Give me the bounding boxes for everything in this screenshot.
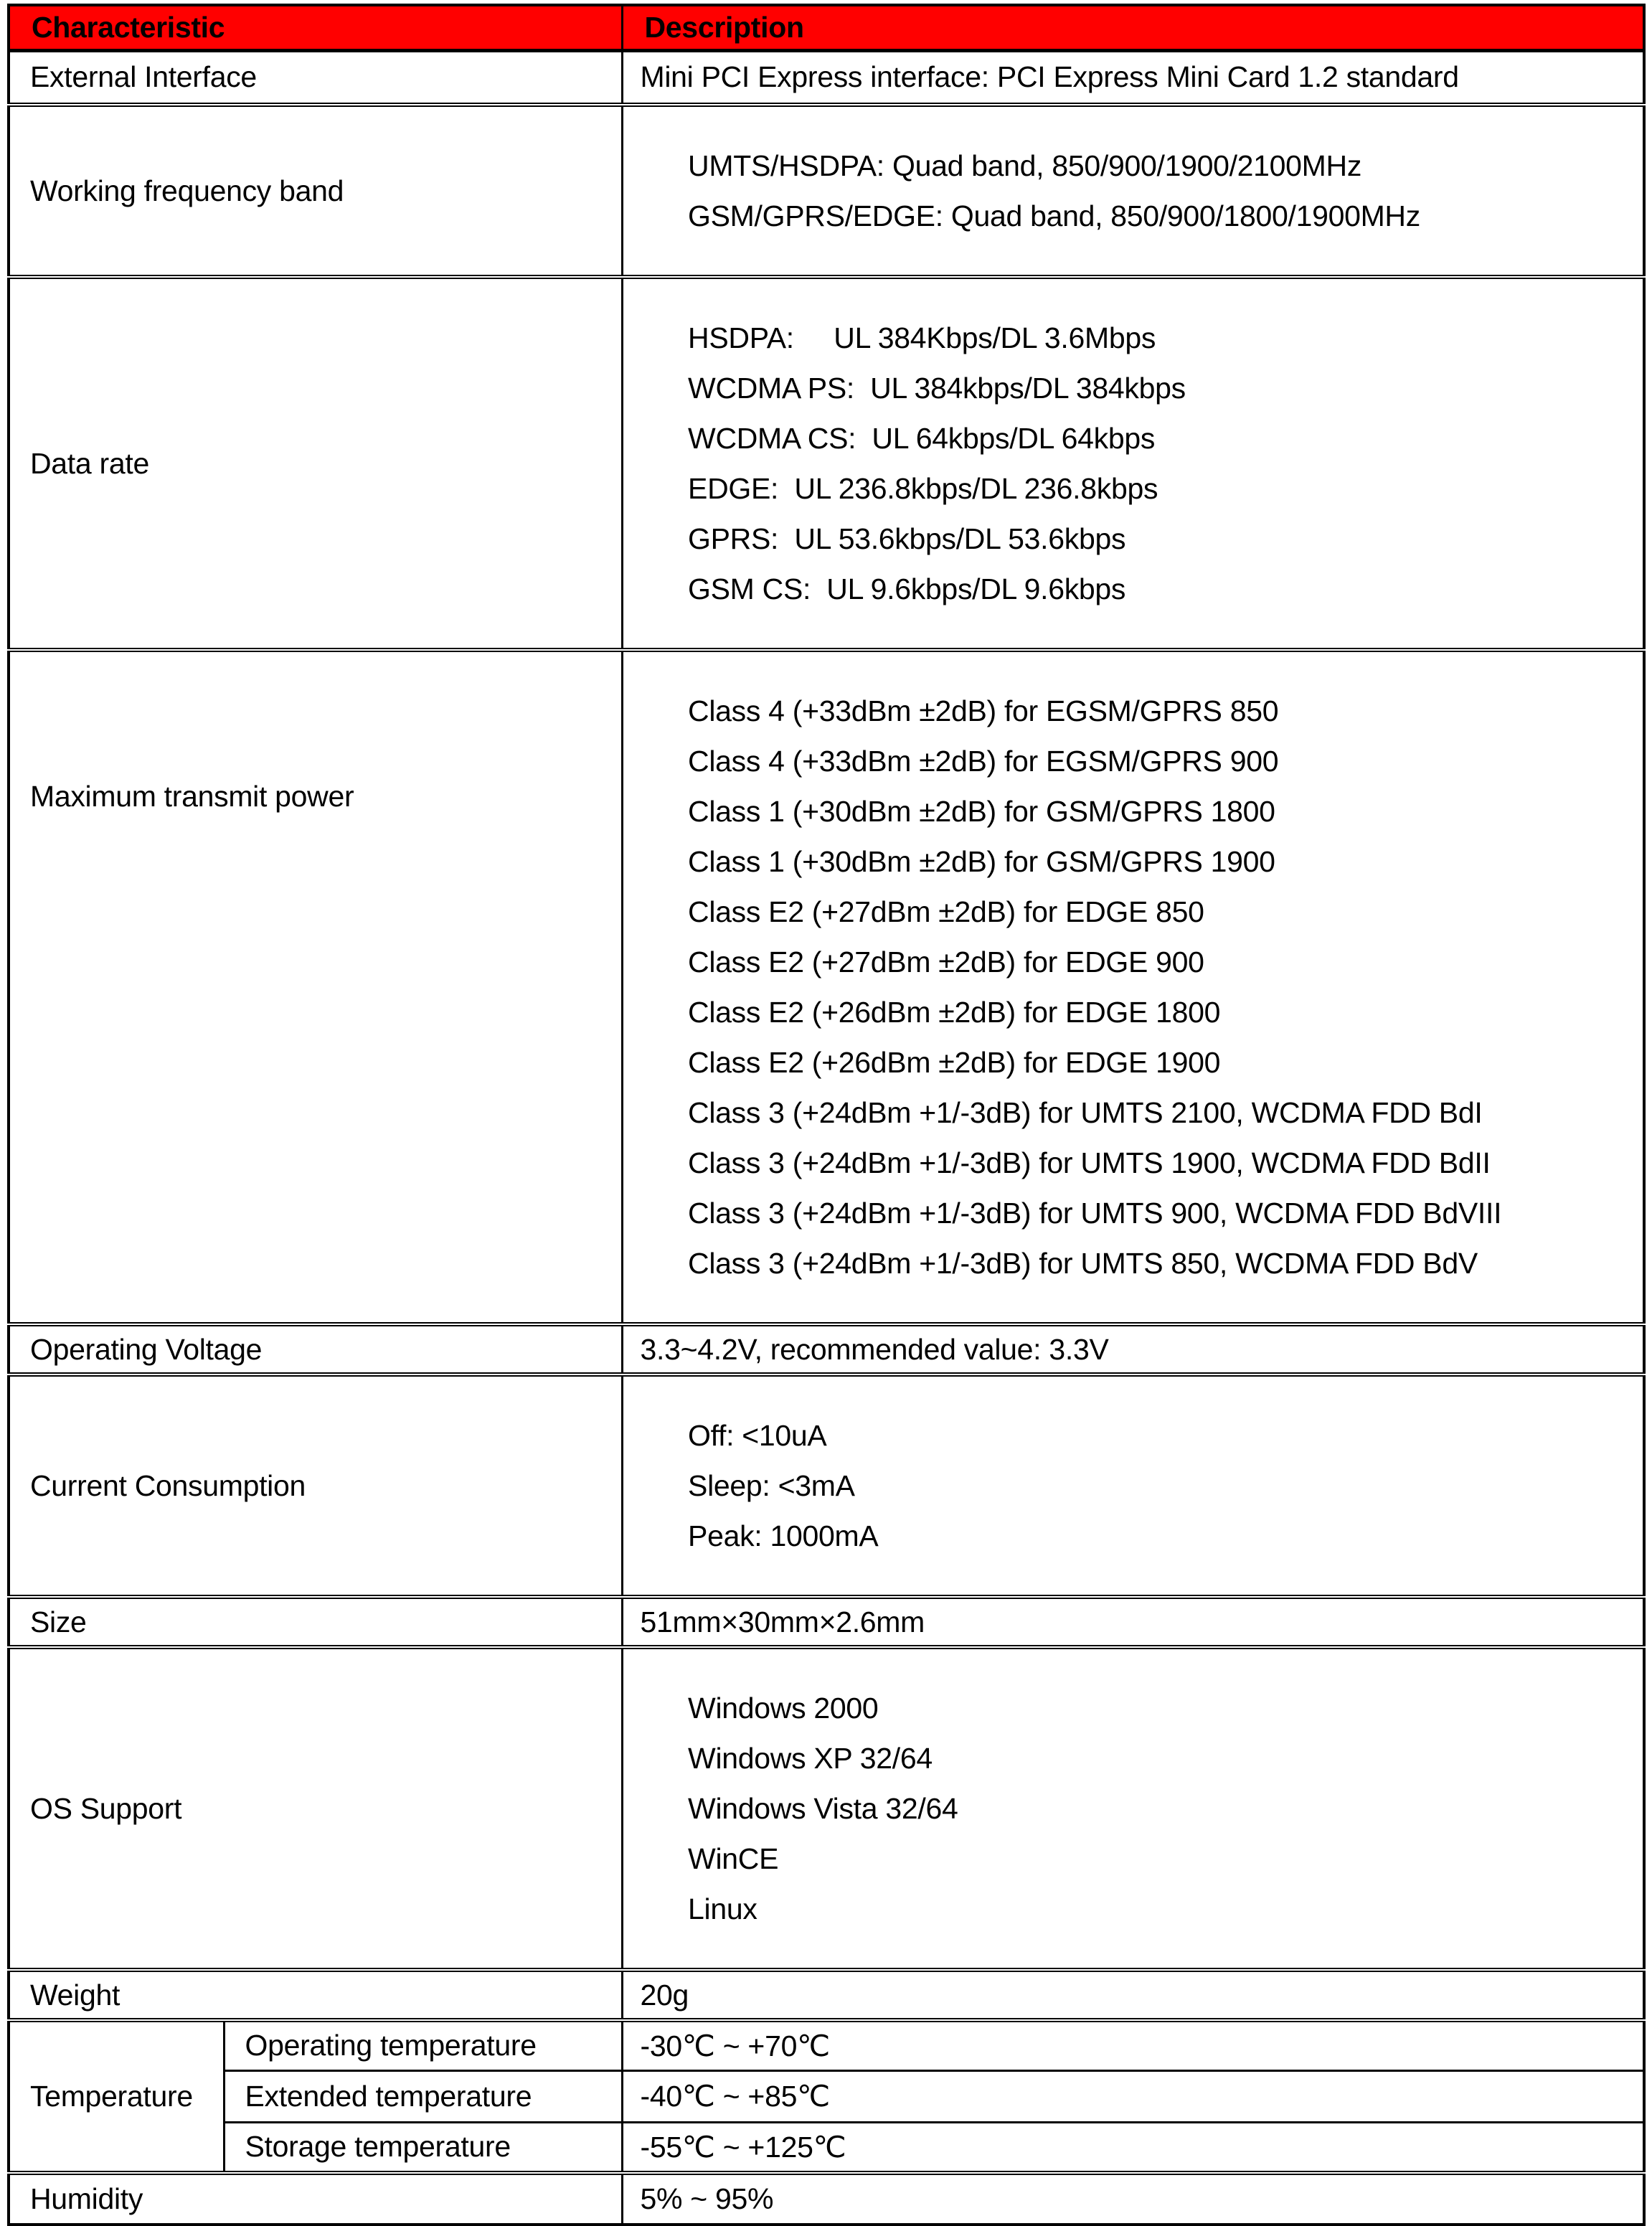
header-characteristic: Characteristic: [9, 5, 622, 50]
row-desc-working-frequency-band: [622, 105, 1644, 277]
table-row: [9, 105, 1644, 277]
row-label-data-rate: Data rate: [9, 277, 622, 650]
row-label-working-frequency-band: Working frequency band: [9, 105, 622, 277]
desc-line: Class 1 (+30dBm ±2dB) for GSM/GPRS 1900: [688, 844, 1275, 878]
desc-line: WCDMA CS: UL 64kbps/DL 64kbps: [688, 421, 1156, 455]
table-row: [9, 1597, 1644, 1647]
row-label-external-interface: External Interface: [9, 50, 622, 105]
desc-line: Class 4 (+33dBm ±2dB) for EGSM/GPRS 850: [688, 694, 1279, 727]
desc-line: Class 1 (+30dBm ±2dB) for GSM/GPRS 1800: [688, 794, 1275, 828]
desc-line: Windows XP 32/64: [688, 1741, 933, 1775]
row-label-os-support: OS Support: [9, 1647, 622, 1970]
row-desc-maximum-transmit-power: [622, 650, 1644, 1324]
table-row: [9, 277, 1644, 650]
subrow-label-extended-temperature: Extended temperature: [224, 2070, 622, 2122]
table-row: [9, 1324, 1644, 1374]
row-desc-humidity: 5% ~ 95%: [622, 2173, 1644, 2225]
desc-line: Linux: [688, 1892, 757, 1925]
desc-line: GSM CS: UL 9.6kbps/DL 9.6kbps: [688, 572, 1126, 605]
table-row: [9, 50, 1644, 105]
row-desc-os-support: [622, 1647, 1644, 1970]
desc-line: Class 3 (+24dBm +1/-3dB) for UMTS 900, WCDMA FDD BdVIII: [688, 1196, 1502, 1230]
desc-line: Class E2 (+27dBm ±2dB) for EDGE 850: [688, 895, 1204, 928]
row-label-maximum-transmit-power: Maximum transmit power: [9, 650, 622, 1324]
table-row: [9, 2020, 1644, 2070]
desc-line: Class 3 (+24dBm +1/-3dB) for UMTS 1900, WCDMA FDD BdII: [688, 1146, 1491, 1179]
table-row: [9, 1374, 1644, 1597]
row-label-humidity: Humidity: [9, 2173, 622, 2225]
row-desc-external-interface: Mini PCI Express interface: PCI Express Mini Card 1.2 standard: [622, 50, 1644, 105]
row-desc-current-consumption: [622, 1374, 1644, 1597]
table-row: [9, 1647, 1644, 1970]
row-desc-data-rate: [622, 277, 1644, 650]
table-row: [9, 1970, 1644, 2020]
table-header-row: [9, 5, 1644, 50]
desc-line: Class 3 (+24dBm +1/-3dB) for UMTS 2100, WCDMA FDD BdI: [688, 1095, 1483, 1129]
row-desc-operating-voltage: 3.3~4.2V, recommended value: 3.3V: [622, 1324, 1644, 1374]
desc-line: Sleep: <3mA: [688, 1468, 855, 1502]
desc-line: HSDPA: UL 384Kbps/DL 3.6Mbps: [688, 321, 1156, 354]
spec-table: [7, 4, 1646, 2226]
desc-line: UMTS/HSDPA: Quad band, 850/900/1900/2100MHz: [688, 148, 1362, 182]
desc-line: Class E2 (+27dBm ±2dB) for EDGE 900: [688, 945, 1204, 978]
table-row: [9, 2122, 1644, 2173]
desc-line: Windows 2000: [688, 1691, 879, 1725]
subrow-label-operating-temperature: Operating temperature: [224, 2020, 622, 2070]
row-label-current-consumption: Current Consumption: [9, 1374, 622, 1597]
subrow-value-extended-temperature: -40℃ ~ +85℃: [622, 2070, 1644, 2122]
desc-line: Windows Vista 32/64: [688, 1791, 958, 1825]
desc-line: Class 4 (+33dBm ±2dB) for EGSM/GPRS 900: [688, 744, 1279, 778]
row-label-temperature: Temperature: [9, 2020, 224, 2173]
table-row: [9, 2070, 1644, 2122]
desc-line: WinCE: [688, 1841, 779, 1875]
row-desc-weight: 20g: [622, 1970, 1644, 2020]
row-label-weight: Weight: [9, 1970, 622, 2020]
table-row: [9, 650, 1644, 1324]
desc-line: GSM/GPRS/EDGE: Quad band, 850/900/1800/1900MHz: [688, 199, 1420, 232]
desc-line: WCDMA PS: UL 384kbps/DL 384kbps: [688, 371, 1186, 405]
row-desc-size: 51mm×30mm×2.6mm: [622, 1597, 1644, 1647]
row-label-size: Size: [9, 1597, 622, 1647]
subrow-value-operating-temperature: -30℃ ~ +70℃: [622, 2020, 1644, 2070]
desc-line: Class E2 (+26dBm ±2dB) for EDGE 1800: [688, 995, 1221, 1029]
desc-line: GPRS: UL 53.6kbps/DL 53.6kbps: [688, 522, 1126, 555]
desc-line: Class E2 (+26dBm ±2dB) for EDGE 1900: [688, 1045, 1221, 1079]
subrow-label-storage-temperature: Storage temperature: [224, 2122, 622, 2173]
desc-line: Off: <10uA: [688, 1418, 827, 1452]
row-label-operating-voltage: Operating Voltage: [9, 1324, 622, 1374]
subrow-value-storage-temperature: -55℃ ~ +125℃: [622, 2122, 1644, 2173]
desc-line: Class 3 (+24dBm +1/-3dB) for UMTS 850, WCDMA FDD BdV: [688, 1246, 1478, 1280]
table-row: [9, 2173, 1644, 2225]
desc-line: Peak: 1000mA: [688, 1519, 879, 1552]
header-description: Description: [622, 5, 1644, 50]
desc-line: EDGE: UL 236.8kbps/DL 236.8kbps: [688, 471, 1158, 505]
